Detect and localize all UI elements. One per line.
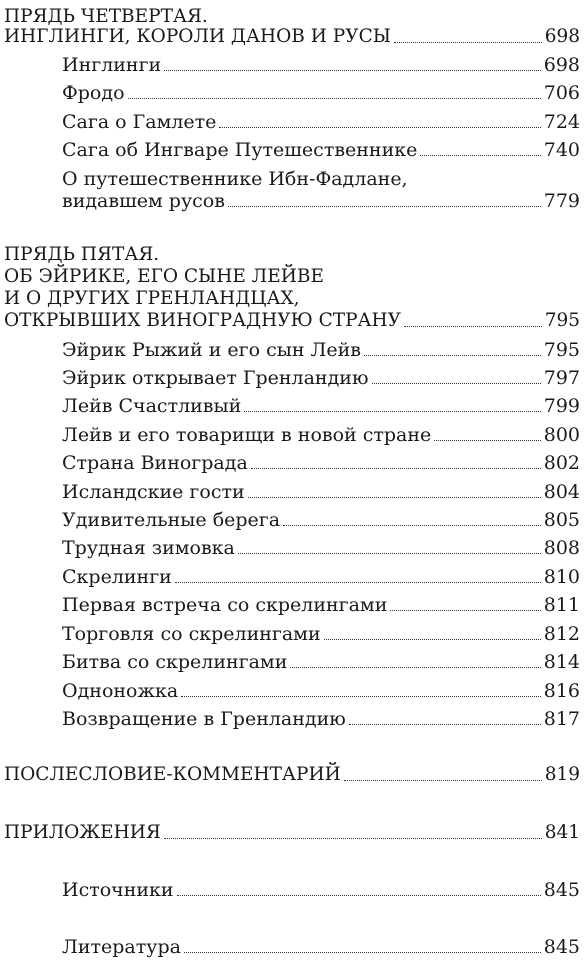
leader-dots xyxy=(394,42,542,43)
toc-entry-page: 698 xyxy=(543,54,580,76)
toc-entry-title: Исландские гости xyxy=(62,481,245,503)
leader-dots xyxy=(404,326,542,327)
toc-entry[interactable] xyxy=(62,477,580,503)
toc-entry[interactable] xyxy=(62,533,580,559)
leader-dots xyxy=(344,780,542,781)
toc-entry-title: Торговля со скрелингами xyxy=(62,623,321,645)
toc-entry[interactable] xyxy=(62,619,580,645)
toc-entry-title: видавшем русов xyxy=(62,190,225,212)
toc-entry[interactable] xyxy=(62,420,580,446)
leader-dots xyxy=(184,952,541,953)
toc-entry-title: ПОСЛЕСЛОВИЕ-КОММЕНТАРИЙ xyxy=(4,764,341,785)
leader-dots xyxy=(164,838,542,839)
toc-entry-section[interactable] xyxy=(4,760,580,786)
toc-entry-page: 799 xyxy=(543,395,580,417)
toc-entry-title: ПРИЛОЖЕНИЯ xyxy=(4,822,161,843)
toc-entry-page: 817 xyxy=(543,708,580,730)
leader-dots xyxy=(290,667,540,668)
toc-entry-page: 800 xyxy=(543,424,580,446)
toc-entry-title: ИНГЛИНГИ, КОРОЛИ ДАНОВ И РУСЫ xyxy=(4,26,391,47)
section-heading-line: И О ДРУГИХ ГРЕНЛАНДЦАХ, xyxy=(4,288,300,309)
toc-entry-section[interactable] xyxy=(4,22,580,48)
toc-entry-title: Трудная зимовка xyxy=(62,537,235,559)
toc-entry[interactable] xyxy=(62,932,580,958)
leader-dots xyxy=(372,383,541,384)
leader-dots xyxy=(128,98,541,99)
toc-entry[interactable] xyxy=(62,875,580,901)
toc-entry-page: 802 xyxy=(543,452,580,474)
leader-dots xyxy=(244,411,540,412)
leader-dots xyxy=(238,553,541,554)
toc-entry-title: Эйрик открывает Гренландию xyxy=(62,367,369,389)
toc-entry-title: Битва со скрелингами xyxy=(62,651,288,673)
leader-dots xyxy=(164,70,541,71)
toc-entry-title: ОТКРЫВШИХ ВИНОГРАДНУЮ СТРАНУ xyxy=(4,310,402,331)
leader-dots xyxy=(228,206,541,207)
toc-entry-title: Лейв и его товарищи в новой стране xyxy=(62,424,432,446)
toc-entry[interactable] xyxy=(62,50,580,76)
leader-dots xyxy=(175,582,541,583)
section-heading-line: ОБ ЭЙРИКЕ, ЕГО СЫНЕ ЛЕЙВЕ xyxy=(4,266,324,287)
toc-entry[interactable] xyxy=(62,590,580,616)
toc-entry[interactable] xyxy=(62,391,580,417)
toc-entry-page: 795 xyxy=(543,339,580,361)
toc-entry-page: 845 xyxy=(543,936,580,958)
toc-entry-page: 779 xyxy=(543,190,580,212)
toc-entry[interactable] xyxy=(62,505,580,531)
leader-dots xyxy=(364,355,541,356)
toc-entry-page: 810 xyxy=(543,566,580,588)
toc-entry-title: Скрелинги xyxy=(62,566,172,588)
toc-entry-section[interactable] xyxy=(4,306,580,332)
toc-entry-page: 698 xyxy=(544,26,580,47)
toc-entry-page: 811 xyxy=(543,594,580,616)
leader-dots xyxy=(251,468,541,469)
leader-dots xyxy=(219,127,540,128)
toc-entry-page: 819 xyxy=(544,764,580,785)
toc-entry-section[interactable] xyxy=(4,818,580,844)
leader-dots xyxy=(420,155,540,156)
toc-entry[interactable] xyxy=(62,704,580,730)
toc-entry[interactable] xyxy=(62,335,580,361)
toc-entry-title: Литература xyxy=(62,936,181,958)
toc-entry[interactable] xyxy=(62,363,580,389)
toc-entry[interactable] xyxy=(62,135,580,161)
leader-dots xyxy=(248,497,541,498)
section-heading-line: ПРЯДЬ ЧЕТВЕРТАЯ. xyxy=(4,6,208,27)
toc-entry-page: 816 xyxy=(543,680,580,702)
toc-entry-page: 804 xyxy=(543,481,580,503)
toc-entry-title: Инглинги xyxy=(62,54,162,76)
toc-entry-title: Страна Винограда xyxy=(62,452,248,474)
toc-entry[interactable] xyxy=(62,186,580,212)
toc-entry-page: 805 xyxy=(543,509,580,531)
toc-entry-title: Удивительные берега xyxy=(62,509,281,531)
toc-entry-title-first-line: О путешественнике Ибн-Фадлане, xyxy=(62,168,408,190)
leader-dots xyxy=(283,525,541,526)
leader-dots xyxy=(349,724,541,725)
toc-entry[interactable] xyxy=(62,647,580,673)
leader-dots xyxy=(181,696,541,697)
toc-entry-title: Лейв Счастливый xyxy=(62,395,242,417)
toc-entry-page: 797 xyxy=(543,367,580,389)
toc-entry-title: Источники xyxy=(62,879,174,901)
leader-dots xyxy=(390,610,540,611)
toc-entry-page: 724 xyxy=(543,111,580,133)
leader-dots xyxy=(324,639,541,640)
leader-dots xyxy=(434,440,540,441)
leader-dots xyxy=(177,895,541,896)
toc-entry[interactable] xyxy=(62,448,580,474)
toc-entry-page: 841 xyxy=(544,822,580,843)
toc-entry-page: 845 xyxy=(543,879,580,901)
section-heading-line: ПРЯДЬ ПЯТАЯ. xyxy=(4,244,160,265)
toc-entry[interactable] xyxy=(62,78,580,104)
toc-entry-page: 814 xyxy=(543,651,580,673)
toc-entry-title: Первая встреча со скрелингами xyxy=(62,594,388,616)
toc-entry-page: 706 xyxy=(543,82,580,104)
toc-entry-page: 812 xyxy=(543,623,580,645)
toc-entry-page: 740 xyxy=(543,139,580,161)
toc-entry[interactable] xyxy=(62,562,580,588)
toc-entry-title: Сага о Гамлете xyxy=(62,111,217,133)
toc-entry-title: Эйрик Рыжий и его сын Лейв xyxy=(62,339,361,361)
toc-entry-title: Возвращение в Гренландию xyxy=(62,708,346,730)
toc-entry[interactable] xyxy=(62,676,580,702)
toc-entry-page: 795 xyxy=(544,310,580,331)
toc-entry-page: 808 xyxy=(543,537,580,559)
toc-entry[interactable] xyxy=(62,107,580,133)
toc-entry-title: Фродо xyxy=(62,82,125,104)
toc-entry-title: Одноножка xyxy=(62,680,179,702)
toc-entry-title: Сага об Ингваре Путешественнике xyxy=(62,139,418,161)
